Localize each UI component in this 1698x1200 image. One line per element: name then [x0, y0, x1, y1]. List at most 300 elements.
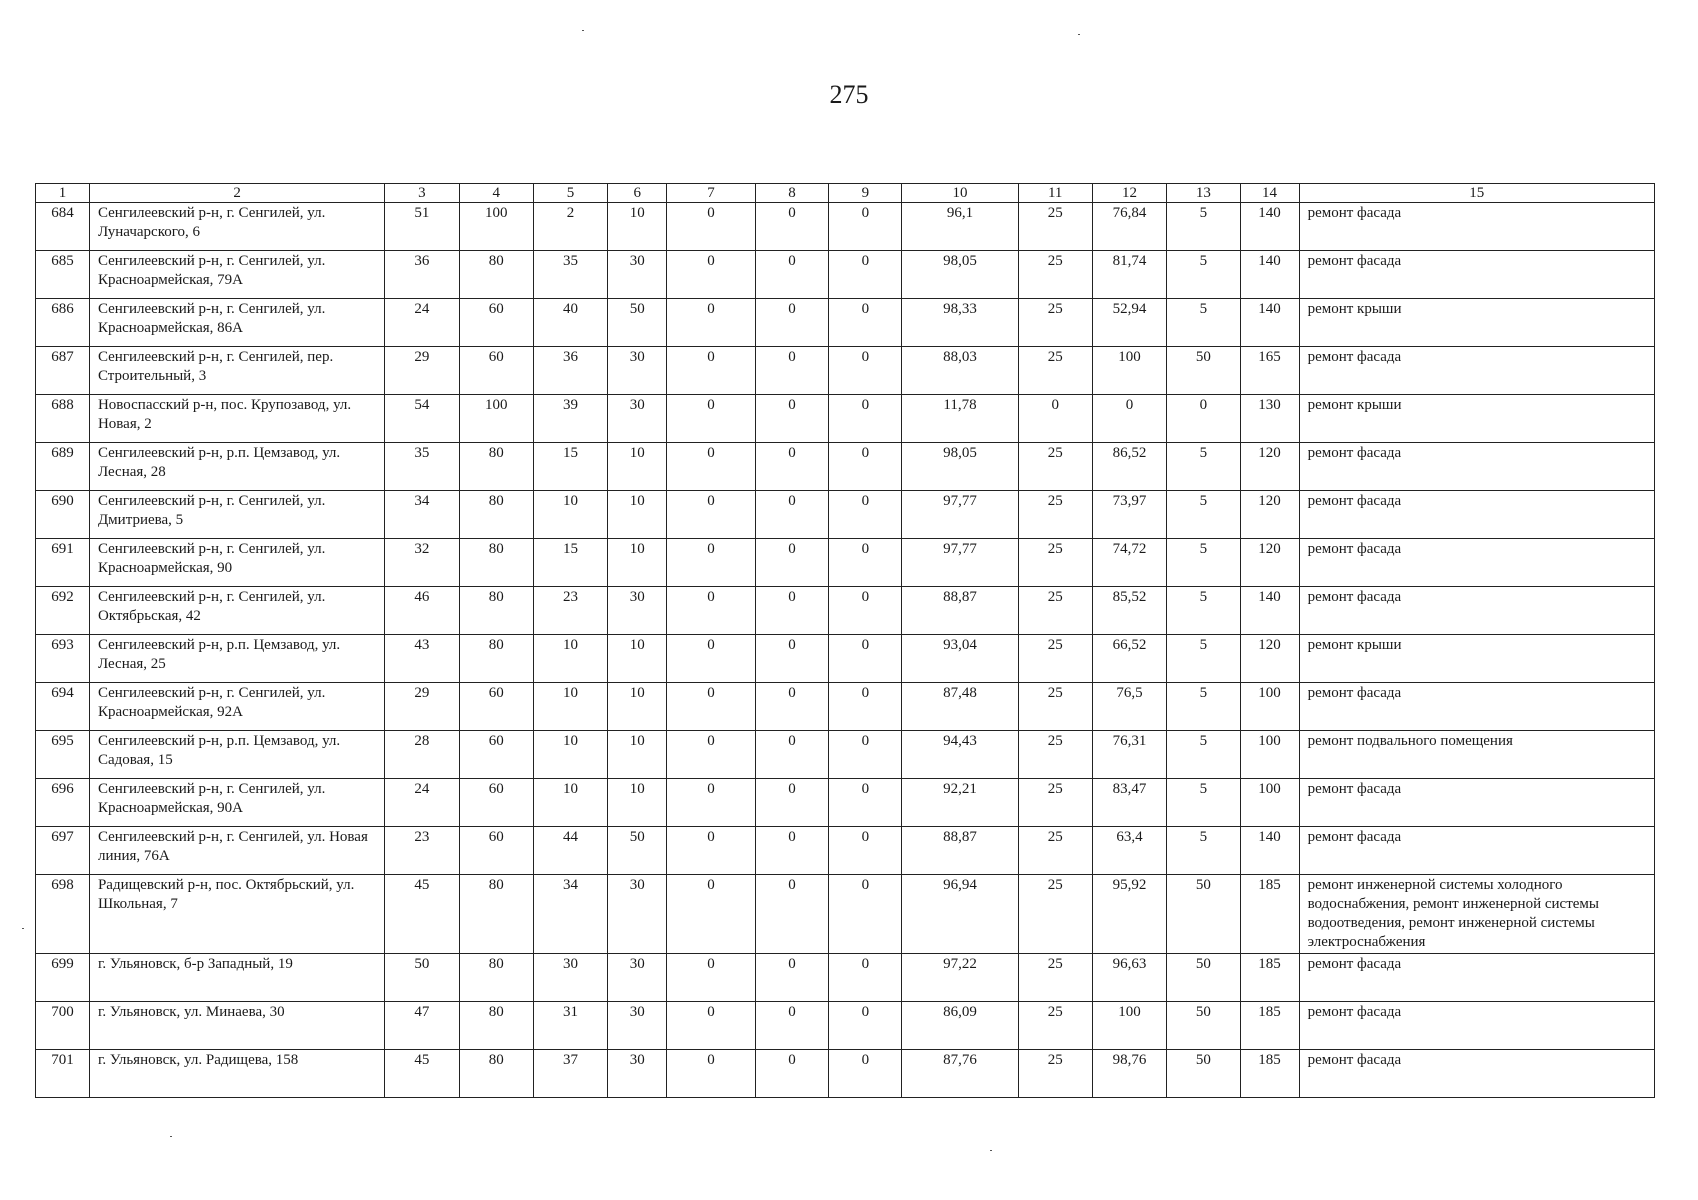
address-cell: Сенгилеевский р-н, г. Сенгилей, ул. Красноармейская, 90 — [89, 539, 384, 587]
value-cell: 10 — [533, 731, 607, 779]
value-cell: 87,76 — [902, 1050, 1018, 1098]
value-cell: 25 — [1018, 347, 1092, 395]
table-row — [36, 299, 1655, 347]
value-cell: 0 — [667, 1050, 756, 1098]
value-cell: 50 — [385, 954, 459, 1002]
value-cell: 0 — [667, 203, 756, 251]
value-cell: 25 — [1018, 827, 1092, 875]
row-number-cell: 699 — [36, 954, 90, 1002]
work-type-cell: ремонт подвального помещения — [1299, 731, 1654, 779]
value-cell: 63,4 — [1092, 827, 1166, 875]
address-cell: г. Ульяновск, б-р Западный, 19 — [89, 954, 384, 1002]
row-number-cell: 690 — [36, 491, 90, 539]
value-cell: 120 — [1240, 635, 1299, 683]
value-cell: 5 — [1167, 203, 1240, 251]
value-cell: 10 — [608, 491, 667, 539]
value-cell: 0 — [829, 347, 902, 395]
value-cell: 34 — [385, 491, 459, 539]
value-cell: 94,43 — [902, 731, 1018, 779]
value-cell: 30 — [608, 347, 667, 395]
row-number-cell: 686 — [36, 299, 90, 347]
table-row — [36, 683, 1655, 731]
value-cell: 0 — [829, 443, 902, 491]
work-type-cell: ремонт фасада — [1299, 251, 1654, 299]
work-type-cell: ремонт фасада — [1299, 1002, 1654, 1050]
value-cell: 0 — [667, 251, 756, 299]
value-cell: 0 — [829, 395, 902, 443]
page-number: 275 — [829, 80, 869, 109]
address-cell: Сенгилеевский р-н, г. Сенгилей, ул. Красноармейская, 86А — [89, 299, 384, 347]
work-type-cell: ремонт фасада — [1299, 347, 1654, 395]
work-type-cell: ремонт фасада — [1299, 683, 1654, 731]
table-row — [36, 395, 1655, 443]
value-cell: 76,84 — [1092, 203, 1166, 251]
value-cell: 50 — [1167, 954, 1240, 1002]
value-cell: 0 — [755, 299, 828, 347]
value-cell: 0 — [829, 779, 902, 827]
address-cell: Сенгилеевский р-н, р.п. Цемзавод, ул. Лесная, 25 — [89, 635, 384, 683]
value-cell: 5 — [1167, 683, 1240, 731]
value-cell: 0 — [829, 491, 902, 539]
value-cell: 30 — [608, 1002, 667, 1050]
value-cell: 98,33 — [902, 299, 1018, 347]
value-cell: 25 — [1018, 1002, 1092, 1050]
value-cell: 0 — [755, 731, 828, 779]
value-cell: 140 — [1240, 251, 1299, 299]
value-cell: 0 — [667, 491, 756, 539]
row-number-cell: 685 — [36, 251, 90, 299]
value-cell: 80 — [459, 587, 533, 635]
column-header-12: 12 — [1092, 184, 1166, 203]
value-cell: 30 — [608, 954, 667, 1002]
value-cell: 50 — [1167, 875, 1240, 954]
address-cell: Новоспасский р-н, пос. Крупозавод, ул. Новая, 2 — [89, 395, 384, 443]
value-cell: 10 — [608, 635, 667, 683]
row-number-cell: 694 — [36, 683, 90, 731]
value-cell: 88,03 — [902, 347, 1018, 395]
value-cell: 96,63 — [1092, 954, 1166, 1002]
value-cell: 10 — [608, 683, 667, 731]
table-row — [36, 347, 1655, 395]
value-cell: 40 — [533, 299, 607, 347]
column-header-5: 5 — [533, 184, 607, 203]
value-cell: 0 — [667, 731, 756, 779]
row-number-cell: 689 — [36, 443, 90, 491]
value-cell: 5 — [1167, 827, 1240, 875]
value-cell: 52,94 — [1092, 299, 1166, 347]
table-row — [36, 1002, 1655, 1050]
value-cell: 50 — [608, 299, 667, 347]
address-cell: Сенгилеевский р-н, г. Сенгилей, пер. Строительный, 3 — [89, 347, 384, 395]
value-cell: 10 — [608, 443, 667, 491]
table-row — [36, 203, 1655, 251]
scan-speck — [990, 1150, 992, 1151]
value-cell: 93,04 — [902, 635, 1018, 683]
value-cell: 0 — [829, 1002, 902, 1050]
value-cell: 25 — [1018, 539, 1092, 587]
value-cell: 0 — [1092, 395, 1166, 443]
value-cell: 100 — [1240, 731, 1299, 779]
table-row — [36, 491, 1655, 539]
value-cell: 80 — [459, 443, 533, 491]
table-row — [36, 827, 1655, 875]
row-number-cell: 687 — [36, 347, 90, 395]
value-cell: 66,52 — [1092, 635, 1166, 683]
row-number-cell: 692 — [36, 587, 90, 635]
value-cell: 0 — [829, 251, 902, 299]
value-cell: 96,1 — [902, 203, 1018, 251]
value-cell: 10 — [533, 635, 607, 683]
work-type-cell: ремонт фасада — [1299, 491, 1654, 539]
value-cell: 0 — [829, 539, 902, 587]
value-cell: 30 — [608, 875, 667, 954]
value-cell: 80 — [459, 954, 533, 1002]
value-cell: 0 — [755, 395, 828, 443]
value-cell: 0 — [829, 203, 902, 251]
table-row — [36, 779, 1655, 827]
value-cell: 35 — [533, 251, 607, 299]
value-cell: 2 — [533, 203, 607, 251]
value-cell: 25 — [1018, 875, 1092, 954]
value-cell: 73,97 — [1092, 491, 1166, 539]
value-cell: 36 — [385, 251, 459, 299]
value-cell: 0 — [755, 203, 828, 251]
value-cell: 80 — [459, 875, 533, 954]
value-cell: 185 — [1240, 875, 1299, 954]
work-type-cell: ремонт крыши — [1299, 635, 1654, 683]
value-cell: 100 — [459, 203, 533, 251]
scan-speck — [22, 928, 24, 929]
value-cell: 30 — [608, 1050, 667, 1098]
value-cell: 35 — [385, 443, 459, 491]
value-cell: 140 — [1240, 203, 1299, 251]
value-cell: 5 — [1167, 539, 1240, 587]
work-type-cell: ремонт фасада — [1299, 1050, 1654, 1098]
work-type-cell: ремонт фасада — [1299, 443, 1654, 491]
work-type-cell: ремонт фасада — [1299, 203, 1654, 251]
address-cell: Сенгилеевский р-н, р.п. Цемзавод, ул. Лесная, 28 — [89, 443, 384, 491]
value-cell: 0 — [829, 731, 902, 779]
value-cell: 60 — [459, 299, 533, 347]
value-cell: 25 — [1018, 203, 1092, 251]
column-header-2: 2 — [89, 184, 384, 203]
value-cell: 0 — [755, 443, 828, 491]
value-cell: 88,87 — [902, 827, 1018, 875]
value-cell: 5 — [1167, 779, 1240, 827]
work-type-cell: ремонт фасада — [1299, 954, 1654, 1002]
value-cell: 29 — [385, 683, 459, 731]
value-cell: 80 — [459, 1050, 533, 1098]
value-cell: 10 — [608, 731, 667, 779]
value-cell: 30 — [608, 251, 667, 299]
value-cell: 0 — [755, 1050, 828, 1098]
value-cell: 0 — [829, 875, 902, 954]
column-header-8: 8 — [755, 184, 828, 203]
table-row — [36, 1050, 1655, 1098]
value-cell: 0 — [1167, 395, 1240, 443]
value-cell: 51 — [385, 203, 459, 251]
value-cell: 92,21 — [902, 779, 1018, 827]
value-cell: 140 — [1240, 827, 1299, 875]
value-cell: 24 — [385, 779, 459, 827]
value-cell: 185 — [1240, 954, 1299, 1002]
address-cell: Сенгилеевский р-н, г. Сенгилей, ул. Октябрьская, 42 — [89, 587, 384, 635]
value-cell: 0 — [755, 635, 828, 683]
value-cell: 25 — [1018, 683, 1092, 731]
value-cell: 5 — [1167, 299, 1240, 347]
work-type-cell: ремонт крыши — [1299, 299, 1654, 347]
value-cell: 98,05 — [902, 251, 1018, 299]
table-row — [36, 539, 1655, 587]
value-cell: 50 — [1167, 347, 1240, 395]
value-cell: 0 — [755, 683, 828, 731]
value-cell: 46 — [385, 587, 459, 635]
value-cell: 5 — [1167, 443, 1240, 491]
scan-speck — [582, 30, 584, 31]
value-cell: 85,52 — [1092, 587, 1166, 635]
column-header-10: 10 — [902, 184, 1018, 203]
value-cell: 0 — [829, 1050, 902, 1098]
value-cell: 36 — [533, 347, 607, 395]
value-cell: 0 — [829, 299, 902, 347]
value-cell: 32 — [385, 539, 459, 587]
table-row — [36, 875, 1655, 954]
value-cell: 23 — [385, 827, 459, 875]
value-cell: 80 — [459, 1002, 533, 1050]
data-table — [35, 183, 1655, 1098]
address-cell: Сенгилеевский р-н, г. Сенгилей, ул. Новая линия, 76А — [89, 827, 384, 875]
value-cell: 45 — [385, 875, 459, 954]
column-header-7: 7 — [667, 184, 756, 203]
column-header-11: 11 — [1018, 184, 1092, 203]
value-cell: 43 — [385, 635, 459, 683]
value-cell: 0 — [829, 635, 902, 683]
value-cell: 31 — [533, 1002, 607, 1050]
column-header-1: 1 — [36, 184, 90, 203]
table-body — [36, 203, 1655, 1098]
value-cell: 15 — [533, 443, 607, 491]
table-row — [36, 443, 1655, 491]
table-row — [36, 954, 1655, 1002]
value-cell: 24 — [385, 299, 459, 347]
value-cell: 0 — [667, 779, 756, 827]
value-cell: 30 — [533, 954, 607, 1002]
value-cell: 25 — [1018, 251, 1092, 299]
value-cell: 0 — [755, 251, 828, 299]
row-number-cell: 698 — [36, 875, 90, 954]
value-cell: 60 — [459, 731, 533, 779]
value-cell: 98,76 — [1092, 1050, 1166, 1098]
value-cell: 47 — [385, 1002, 459, 1050]
table-row — [36, 635, 1655, 683]
value-cell: 0 — [667, 1002, 756, 1050]
column-header-6: 6 — [608, 184, 667, 203]
value-cell: 88,87 — [902, 587, 1018, 635]
value-cell: 25 — [1018, 491, 1092, 539]
address-cell: Сенгилеевский р-н, г. Сенгилей, ул. Красноармейская, 92А — [89, 683, 384, 731]
value-cell: 60 — [459, 683, 533, 731]
address-cell: Радищевский р-н, пос. Октябрьский, ул. Школьная, 7 — [89, 875, 384, 954]
row-number-cell: 693 — [36, 635, 90, 683]
address-cell: Сенгилеевский р-н, г. Сенгилей, ул. Красноармейская, 79А — [89, 251, 384, 299]
value-cell: 10 — [533, 683, 607, 731]
value-cell: 0 — [667, 443, 756, 491]
value-cell: 25 — [1018, 779, 1092, 827]
value-cell: 11,78 — [902, 395, 1018, 443]
value-cell: 5 — [1167, 587, 1240, 635]
value-cell: 0 — [667, 875, 756, 954]
value-cell: 15 — [533, 539, 607, 587]
value-cell: 80 — [459, 539, 533, 587]
value-cell: 0 — [667, 299, 756, 347]
value-cell: 37 — [533, 1050, 607, 1098]
value-cell: 23 — [533, 587, 607, 635]
row-number-cell: 697 — [36, 827, 90, 875]
column-header-4: 4 — [459, 184, 533, 203]
value-cell: 28 — [385, 731, 459, 779]
value-cell: 45 — [385, 1050, 459, 1098]
value-cell: 0 — [755, 1002, 828, 1050]
value-cell: 0 — [755, 875, 828, 954]
value-cell: 100 — [1092, 347, 1166, 395]
value-cell: 0 — [829, 587, 902, 635]
work-type-cell: ремонт фасада — [1299, 827, 1654, 875]
column-header-13: 13 — [1167, 184, 1240, 203]
address-cell: г. Ульяновск, ул. Минаева, 30 — [89, 1002, 384, 1050]
value-cell: 54 — [385, 395, 459, 443]
value-cell: 81,74 — [1092, 251, 1166, 299]
value-cell: 25 — [1018, 1050, 1092, 1098]
value-cell: 0 — [667, 539, 756, 587]
value-cell: 25 — [1018, 587, 1092, 635]
value-cell: 50 — [1167, 1050, 1240, 1098]
address-cell: Сенгилеевский р-н, г. Сенгилей, ул. Красноармейская, 90А — [89, 779, 384, 827]
value-cell: 50 — [608, 827, 667, 875]
address-cell: Сенгилеевский р-н, р.п. Цемзавод, ул. Садовая, 15 — [89, 731, 384, 779]
value-cell: 5 — [1167, 731, 1240, 779]
value-cell: 0 — [755, 954, 828, 1002]
value-cell: 80 — [459, 491, 533, 539]
column-header-15: 15 — [1299, 184, 1654, 203]
value-cell: 140 — [1240, 587, 1299, 635]
value-cell: 0 — [667, 395, 756, 443]
row-number-cell: 688 — [36, 395, 90, 443]
value-cell: 5 — [1167, 491, 1240, 539]
value-cell: 30 — [608, 587, 667, 635]
value-cell: 100 — [1092, 1002, 1166, 1050]
value-cell: 39 — [533, 395, 607, 443]
value-cell: 0 — [755, 827, 828, 875]
value-cell: 185 — [1240, 1002, 1299, 1050]
row-number-cell: 696 — [36, 779, 90, 827]
value-cell: 97,77 — [902, 539, 1018, 587]
value-cell: 10 — [533, 491, 607, 539]
value-cell: 97,77 — [902, 491, 1018, 539]
scan-speck — [170, 1136, 172, 1137]
value-cell: 60 — [459, 827, 533, 875]
value-cell: 34 — [533, 875, 607, 954]
value-cell: 100 — [1240, 779, 1299, 827]
value-cell: 10 — [608, 539, 667, 587]
value-cell: 120 — [1240, 491, 1299, 539]
row-number-cell: 700 — [36, 1002, 90, 1050]
value-cell: 86,52 — [1092, 443, 1166, 491]
row-number-cell: 701 — [36, 1050, 90, 1098]
value-cell: 29 — [385, 347, 459, 395]
work-type-cell: ремонт фасада — [1299, 779, 1654, 827]
value-cell: 25 — [1018, 299, 1092, 347]
row-number-cell: 695 — [36, 731, 90, 779]
value-cell: 25 — [1018, 731, 1092, 779]
value-cell: 76,31 — [1092, 731, 1166, 779]
column-header-14: 14 — [1240, 184, 1299, 203]
value-cell: 0 — [755, 539, 828, 587]
column-header-9: 9 — [829, 184, 902, 203]
value-cell: 0 — [829, 683, 902, 731]
address-cell: г. Ульяновск, ул. Радищева, 158 — [89, 1050, 384, 1098]
value-cell: 83,47 — [1092, 779, 1166, 827]
value-cell: 0 — [667, 635, 756, 683]
work-type-cell: ремонт фасада — [1299, 539, 1654, 587]
value-cell: 60 — [459, 779, 533, 827]
value-cell: 0 — [755, 779, 828, 827]
value-cell: 10 — [608, 203, 667, 251]
value-cell: 87,48 — [902, 683, 1018, 731]
value-cell: 130 — [1240, 395, 1299, 443]
value-cell: 0 — [1018, 395, 1092, 443]
value-cell: 96,94 — [902, 875, 1018, 954]
column-number-row — [36, 184, 1655, 203]
value-cell: 100 — [1240, 683, 1299, 731]
value-cell: 5 — [1167, 251, 1240, 299]
value-cell: 80 — [459, 635, 533, 683]
value-cell: 120 — [1240, 539, 1299, 587]
value-cell: 44 — [533, 827, 607, 875]
value-cell: 0 — [667, 827, 756, 875]
column-header-3: 3 — [385, 184, 459, 203]
value-cell: 0 — [755, 347, 828, 395]
work-type-cell: ремонт крыши — [1299, 395, 1654, 443]
value-cell: 165 — [1240, 347, 1299, 395]
value-cell: 0 — [755, 587, 828, 635]
table-row — [36, 731, 1655, 779]
value-cell: 76,5 — [1092, 683, 1166, 731]
value-cell: 25 — [1018, 635, 1092, 683]
value-cell: 5 — [1167, 635, 1240, 683]
value-cell: 95,92 — [1092, 875, 1166, 954]
value-cell: 0 — [667, 954, 756, 1002]
value-cell: 25 — [1018, 954, 1092, 1002]
value-cell: 140 — [1240, 299, 1299, 347]
row-number-cell: 684 — [36, 203, 90, 251]
value-cell: 0 — [829, 827, 902, 875]
table-row — [36, 251, 1655, 299]
value-cell: 97,22 — [902, 954, 1018, 1002]
value-cell: 10 — [533, 779, 607, 827]
value-cell: 50 — [1167, 1002, 1240, 1050]
value-cell: 80 — [459, 251, 533, 299]
table-row — [36, 587, 1655, 635]
address-cell: Сенгилеевский р-н, г. Сенгилей, ул. Луначарского, 6 — [89, 203, 384, 251]
value-cell: 0 — [829, 954, 902, 1002]
value-cell: 100 — [459, 395, 533, 443]
work-type-cell: ремонт фасада — [1299, 587, 1654, 635]
value-cell: 74,72 — [1092, 539, 1166, 587]
value-cell: 98,05 — [902, 443, 1018, 491]
work-type-cell: ремонт инженерной системы холодного водоснабжения, ремонт инженерной системы водоотведения, ремонт инженерной системы электроснабжения — [1299, 875, 1654, 954]
value-cell: 86,09 — [902, 1002, 1018, 1050]
value-cell: 60 — [459, 347, 533, 395]
